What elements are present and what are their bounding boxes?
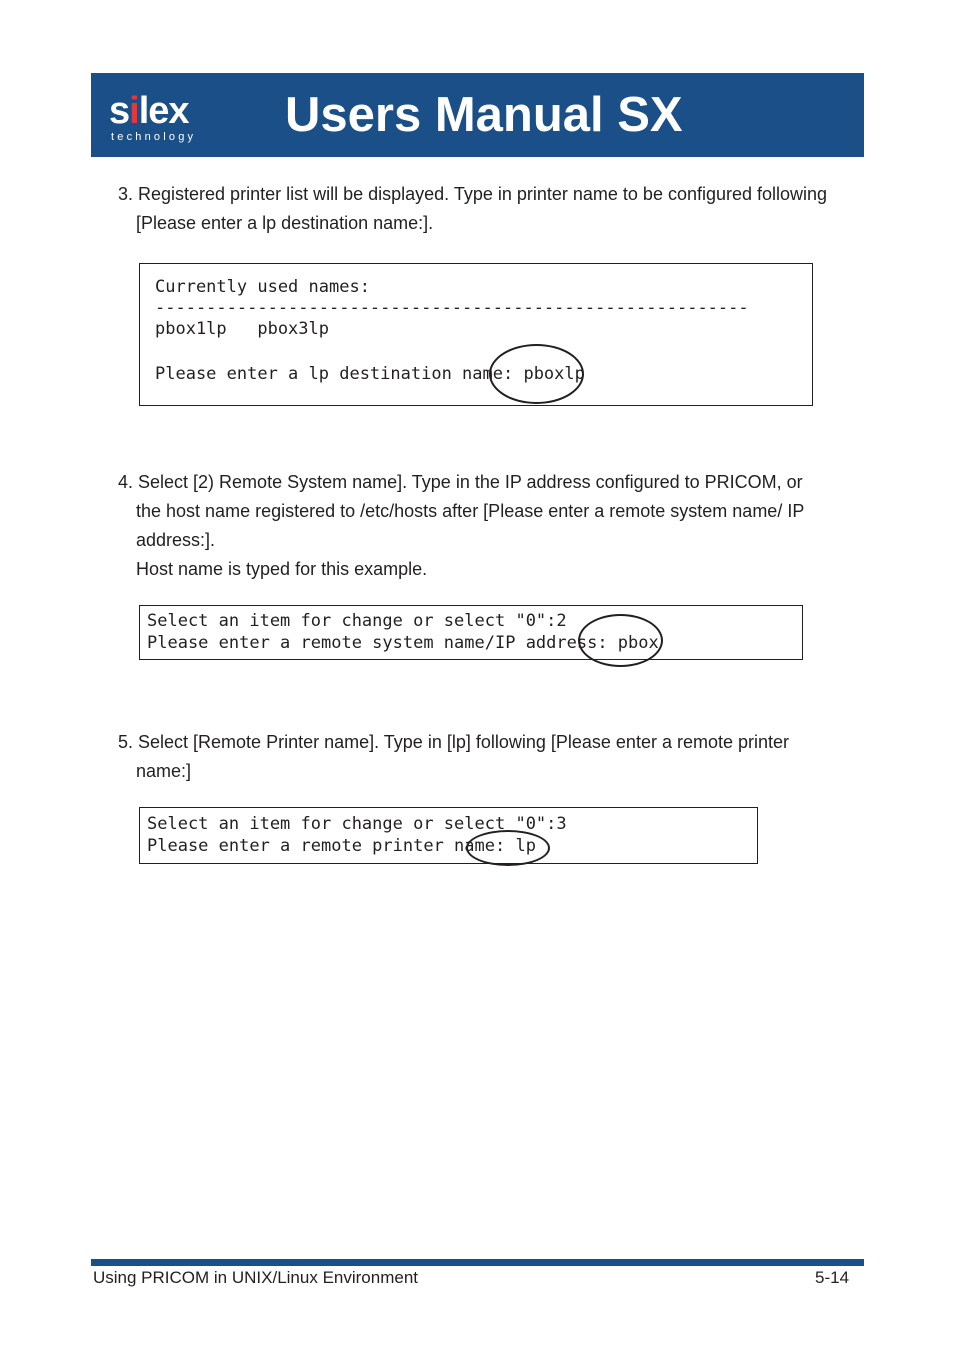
step-line: the host name registered to /etc/hosts after [Please enter a remote system name/ IP bbox=[136, 501, 805, 521]
step-line: [Please enter a lp destination name:]. bbox=[136, 213, 434, 233]
logo-wordmark: silex bbox=[109, 90, 189, 132]
step-5-text bbox=[118, 728, 878, 786]
step-line: 4. Select [2) Remote System name]. Type in the IP address configured to PRICOM, or bbox=[118, 472, 803, 492]
page-header bbox=[91, 73, 864, 157]
highlight-circle bbox=[489, 344, 584, 404]
step-3-text bbox=[118, 180, 878, 238]
terminal-line: Please enter a lp destination name: pboxlp bbox=[155, 364, 585, 384]
terminal-box-step-5 bbox=[139, 807, 758, 864]
highlight-circle bbox=[578, 614, 663, 667]
terminal-line: Please enter a remote printer name: lp bbox=[147, 836, 536, 856]
step-line: 3. Registered printer list will be displayed. Type in printer name to be configured following bbox=[118, 184, 828, 204]
step-line: 5. Select [Remote Printer name]. Type in [lp] following [Please enter a remote printer bbox=[118, 732, 790, 752]
footer-rule bbox=[91, 1259, 864, 1266]
terminal-line: pbox1lp pbox3lp bbox=[155, 319, 329, 339]
highlight-circle bbox=[466, 830, 550, 866]
footer-section-title: Using PRICOM in UNIX/Linux Environment bbox=[93, 1268, 419, 1287]
step-line: name:] bbox=[136, 761, 192, 781]
terminal-line: Select an item for change or select "0":3 bbox=[147, 814, 567, 834]
step-4-text bbox=[118, 468, 878, 584]
terminal-box-step-4 bbox=[139, 605, 803, 660]
logo-tagline: technology bbox=[111, 131, 197, 143]
page-number: 5-14 bbox=[815, 1268, 850, 1287]
terminal-line: Currently used names: bbox=[155, 277, 370, 297]
terminal-line: Select an item for change or select "0":2 bbox=[147, 611, 567, 631]
terminal-line: Please enter a remote system name/IP address: pbox bbox=[147, 633, 659, 653]
terminal-box-step-3 bbox=[139, 263, 813, 406]
page-title: Users Manual SX bbox=[285, 88, 683, 142]
terminal-line: ---------------------------------------------------------- bbox=[155, 298, 749, 318]
silex-logo bbox=[109, 89, 209, 145]
step-line: address:]. bbox=[136, 530, 216, 550]
step-line: Host name is typed for this example. bbox=[136, 559, 428, 579]
